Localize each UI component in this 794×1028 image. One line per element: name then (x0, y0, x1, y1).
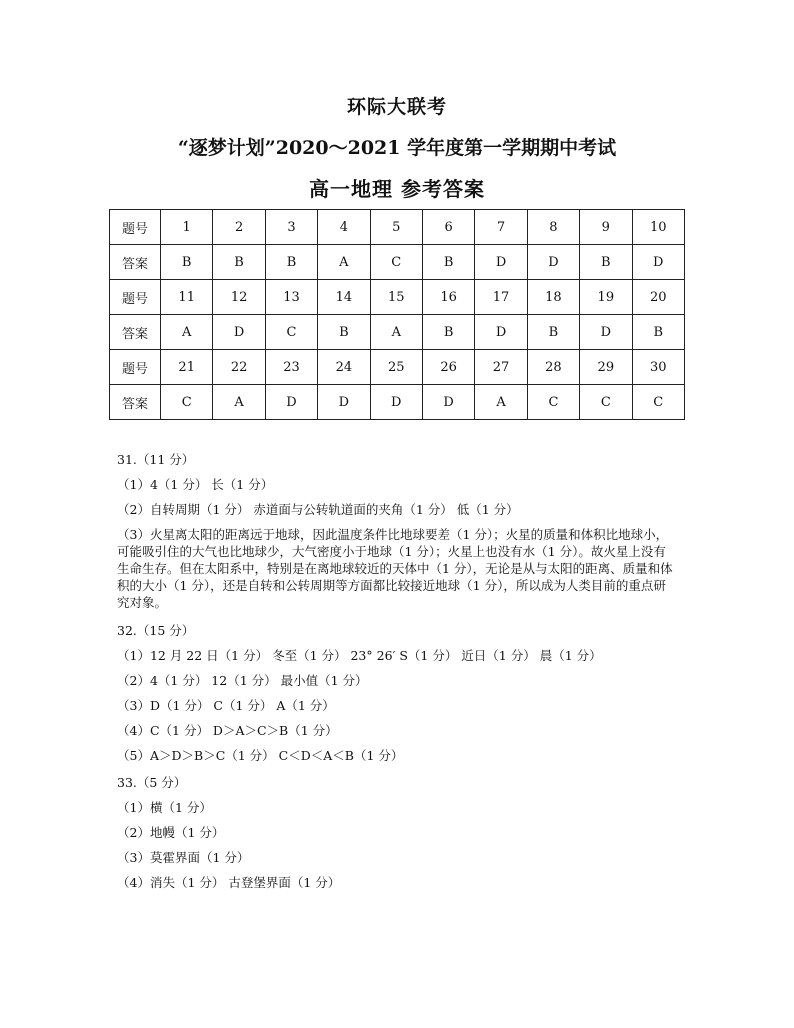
table-row (110, 280, 685, 315)
question-number: 18 (527, 280, 579, 315)
answer-cell: A (161, 315, 213, 350)
answer-cell: D (318, 385, 370, 420)
answer-cell: D (580, 315, 632, 350)
answer-cell: A (475, 385, 527, 420)
answer-cell: C (370, 245, 422, 280)
question-number: 5 (370, 210, 422, 245)
question-33-part-1: （1）横（1 分） (117, 800, 212, 815)
question-32-part-1: （1）12 月 22 日（1 分） 冬至（1 分） 23° 26′ S（1 分） 近日（1 分） 晨（1 分） (117, 648, 602, 663)
question-number: 23 (265, 350, 317, 385)
question-number: 26 (422, 350, 474, 385)
answer-cell: B (161, 245, 213, 280)
question-31-part-2: （2）自转周期（1 分） 赤道面与公转轨道面的夹角（1 分） 低（1 分） (117, 502, 519, 517)
question-number: 17 (475, 280, 527, 315)
row-label-answer: 答案 (110, 385, 161, 420)
question-number: 3 (265, 210, 317, 245)
question-33-heading: 33.（5 分） (117, 775, 187, 790)
answer-cell: A (213, 385, 265, 420)
answer-cell: C (632, 385, 684, 420)
answer-key-table (109, 209, 685, 420)
answer-cell: B (422, 245, 474, 280)
answer-cell: B (213, 245, 265, 280)
answer-cell: B (318, 315, 370, 350)
question-32-part-5: （5）A＞D＞B＞C（1 分） C＜D＜A＜B（1 分） (117, 748, 404, 763)
row-label-answer: 答案 (110, 315, 161, 350)
table-row (110, 210, 685, 245)
exam-name-title: “逐梦计划”2020～2021 学年度第一学期期中考试 (177, 137, 617, 159)
answer-cell: D (370, 385, 422, 420)
row-label-answer: 答案 (110, 245, 161, 280)
question-32-part-4: （4）C（1 分） D＞A＞C＞B（1 分） (117, 723, 338, 738)
question-31-part-3: （3）火星离太阳的距离远于地球，因此温度条件比地球要差（1 分）；火星的质量和体积比地球小，可能吸引住的大气也比地球少，大气密度小于地球（1 分）；火星上也没有水（1 分）。故火星上没有生命生存。但在太阳系中，特别是在离地球较近的天体中（1 分），无论是从与太阳的距离、质量和体积的大小（1 分），还是自转和公转周期等方面都比较接近地球（1 分），所以成为人类目前的重点研究对象。 (117, 527, 673, 610)
question-number: 7 (475, 210, 527, 245)
answer-cell: D (213, 315, 265, 350)
question-31-part-1: （1）4（1 分） 长（1 分） (117, 477, 274, 492)
answer-cell: C (265, 315, 317, 350)
question-number: 14 (318, 280, 370, 315)
answer-cell: C (161, 385, 213, 420)
question-number: 27 (475, 350, 527, 385)
answer-cell: D (632, 245, 684, 280)
answer-cell: B (580, 245, 632, 280)
table-row (110, 245, 685, 280)
answer-cell: B (632, 315, 684, 350)
row-label-question: 题号 (110, 210, 161, 245)
row-label-question: 题号 (110, 280, 161, 315)
question-31-heading: 31.（11 分） (117, 452, 195, 467)
question-number: 30 (632, 350, 684, 385)
question-number: 15 (370, 280, 422, 315)
question-32-section (117, 622, 677, 772)
answer-cell: C (527, 385, 579, 420)
answer-cell: A (318, 245, 370, 280)
question-32-part-3: （3）D（1 分） C（1 分） A（1 分） (117, 698, 335, 713)
question-number: 28 (527, 350, 579, 385)
question-number: 20 (632, 280, 684, 315)
answer-cell: D (265, 385, 317, 420)
table-row (110, 385, 685, 420)
question-number: 9 (580, 210, 632, 245)
question-number: 12 (213, 280, 265, 315)
answer-cell: B (527, 315, 579, 350)
subject-answer-title: 高一地理 参考答案 (309, 177, 485, 201)
question-number: 8 (527, 210, 579, 245)
answer-cell: B (422, 315, 474, 350)
question-number: 22 (213, 350, 265, 385)
question-number: 4 (318, 210, 370, 245)
answer-cell: D (422, 385, 474, 420)
question-32-heading: 32.（15 分） (117, 623, 195, 638)
question-33-part-2: （2）地幔（1 分） (117, 825, 225, 840)
question-number: 16 (422, 280, 474, 315)
question-number: 25 (370, 350, 422, 385)
question-33-section (117, 774, 677, 899)
question-number: 11 (161, 280, 213, 315)
question-number: 1 (161, 210, 213, 245)
row-label-question: 题号 (110, 350, 161, 385)
answer-cell: D (475, 315, 527, 350)
table-row (110, 350, 685, 385)
question-number: 29 (580, 350, 632, 385)
question-number: 13 (265, 280, 317, 315)
question-33-part-4: （4）消失（1 分） 古登堡界面（1 分） (117, 875, 341, 890)
table-row (110, 315, 685, 350)
answer-cell: C (580, 385, 632, 420)
question-number: 10 (632, 210, 684, 245)
question-31-section (117, 451, 677, 619)
answer-cell: A (370, 315, 422, 350)
question-number: 19 (580, 280, 632, 315)
question-32-part-2: （2）4（1 分） 12（1 分） 最小值（1 分） (117, 673, 368, 688)
question-number: 6 (422, 210, 474, 245)
question-33-part-3: （3）莫霍界面（1 分） (117, 850, 250, 865)
answer-cell: B (265, 245, 317, 280)
question-number: 24 (318, 350, 370, 385)
question-number: 2 (213, 210, 265, 245)
exam-org-title: 环际大联考 (346, 96, 447, 118)
answer-cell: D (527, 245, 579, 280)
question-number: 21 (161, 350, 213, 385)
answer-cell: D (475, 245, 527, 280)
